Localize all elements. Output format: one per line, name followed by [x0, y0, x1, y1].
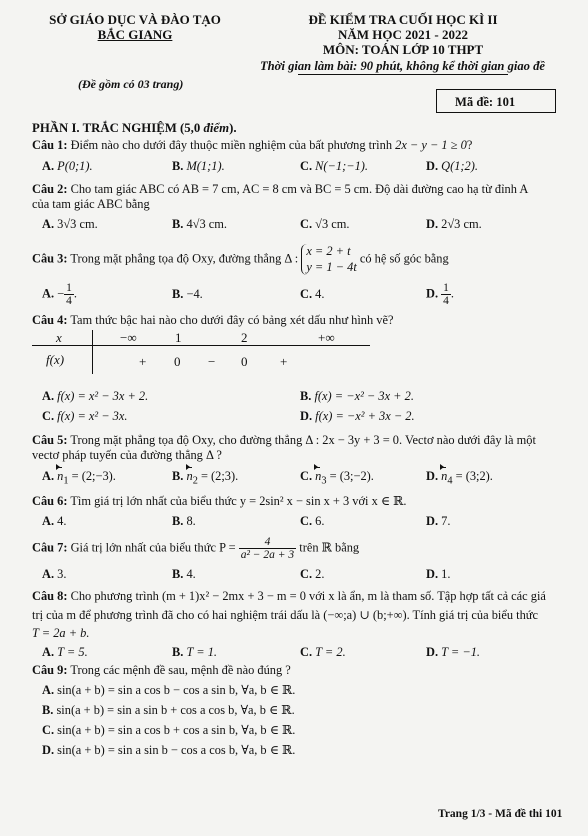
q3-option-c[interactable]: C. 4.	[300, 287, 325, 301]
q9-option-b[interactable]: B. sin(a + b) = sin a sin b + cos a cos b, ∀a, b ∈ ℝ.	[42, 703, 295, 717]
q7-option-a[interactable]: A. 3.	[42, 567, 67, 581]
table-sign: 0	[174, 354, 181, 369]
q4-option-c[interactable]: C. f(x) = x² − 3x.	[42, 409, 128, 423]
q1-option-c[interactable]: C. N(−1;−1).	[300, 159, 369, 173]
q2-option-a[interactable]: A. 3√3 cm.	[42, 217, 98, 231]
q9-option-a[interactable]: A. sin(a + b) = sin a cos b − cos a sin b, ∀a, b ∈ ℝ.	[42, 683, 296, 697]
table-x-value: 1	[175, 330, 182, 345]
q2-option-d[interactable]: D. 2√3 cm.	[426, 217, 482, 231]
question-6: Câu 6: Tìm giá trị lớn nhất của biểu thức y = 2sin² x − sin x + 3 với x ∈ ℝ.	[32, 494, 407, 508]
header-divider	[298, 74, 508, 75]
q6-option-c[interactable]: C. 6.	[300, 514, 325, 528]
table-x-value: +∞	[318, 330, 335, 345]
exam-title: ĐỀ KIỂM TRA CUỐI HỌC KÌ II	[308, 12, 498, 27]
question-9: Câu 9: Trong các mệnh đề sau, mệnh đề nào đúng ?	[32, 663, 291, 677]
question-1: Câu 1: Điểm nào cho dưới đây thuộc miền nghiệm của bất phương trình 2x − y − 1 ≥ 0?	[32, 138, 473, 152]
q9-option-c[interactable]: C. sin(a + b) = sin a cos b + cos a sin b, ∀a, b ∈ ℝ.	[42, 723, 296, 737]
subject: MÔN: TOÁN LỚP 10 THPT	[322, 42, 484, 57]
question-8-line-2: trị của m để phương trình đã cho có hai nghiệm trái dấu là (−∞;a) ∪ (b;+∞). Tính giá trị của biểu thức	[32, 608, 538, 622]
question-5-line-2: vectơ pháp tuyến của đường thẳng Δ ?	[32, 448, 222, 462]
province-name: BẮC GIANG	[97, 27, 173, 42]
q7-option-d[interactable]: D. 1.	[426, 567, 451, 581]
table-x-label: x	[56, 330, 62, 345]
q7-option-c[interactable]: C. 2.	[300, 567, 325, 581]
school-year: NĂM HỌC 2021 - 2022	[338, 27, 468, 42]
time-note: Thời gian làm bài: 90 phút, không kể thời gian giao đề	[259, 59, 546, 73]
table-x-value: −∞	[120, 330, 137, 345]
question-4: Câu 4: Tam thức bậc hai nào cho dưới đây có bảng xét dấu như hình vẽ?	[32, 313, 394, 327]
question-2-line-2: của tam giác ABC bằng	[32, 197, 150, 211]
q3-option-d[interactable]: D. $\frac{1}{4}$ .	[426, 282, 455, 308]
q8-option-c[interactable]: C. T = 2.	[300, 645, 346, 659]
q5-option-d[interactable]: D. $n_4$ = (3;2).	[426, 469, 493, 487]
q2-option-c[interactable]: C. √3 cm.	[300, 217, 350, 231]
q3-equation-system: x = 2 + t y = 1 − 4t	[301, 244, 356, 275]
q5-option-b[interactable]: B. $n_2$ = (2;3).	[172, 469, 239, 487]
q4-option-d[interactable]: D. f(x) = −x² + 3x − 2.	[300, 409, 415, 423]
q1-option-b[interactable]: B. M(1;1).	[172, 159, 225, 173]
department-name: SỞ GIÁO DỤC VÀ ĐÀO TẠO	[49, 12, 221, 27]
exam-code: Mã đề: 101	[455, 95, 516, 109]
table-sign: 0	[241, 354, 248, 369]
question-8: Câu 8: Cho phương trình (m + 1)x² − 2mx + 3 − m = 0 với x là ẩn, m là tham số. Tập hợp tất cả các giá	[32, 589, 546, 603]
q6-option-a[interactable]: A. 4.	[42, 514, 67, 528]
q3-option-b[interactable]: B. −4.	[172, 287, 203, 301]
q5-option-a[interactable]: A. $n_1$ = (2;−3).	[42, 469, 116, 487]
question-8-line-3: T = 2a + b.	[32, 626, 90, 640]
pages-note: (Đề gồm có 03 trang)	[78, 77, 184, 91]
question-3: Câu 3: Trong mặt phẳng tọa độ Oxy, đường thẳng Δ : x = 2 + t y = 1 − 4t có hệ số góc bằng	[32, 244, 449, 274]
q3-option-a[interactable]: A. − $\frac{1}{4}$ .	[42, 282, 78, 308]
table-sign: +	[280, 354, 288, 369]
section-title: PHẦN I. TRẮC NGHIỆM (5,0 điểm).	[32, 121, 237, 135]
table-f-label: f(x)	[46, 352, 65, 367]
table-sign: −	[208, 354, 216, 369]
page-footer: Trang 1/3 - Mã đề thi 101	[438, 808, 563, 820]
q4-option-a[interactable]: A. f(x) = x² − 3x + 2.	[42, 389, 149, 403]
q9-option-d[interactable]: D. sin(a + b) = sin a sin b − cos a cos b, ∀a, b ∈ ℝ.	[42, 743, 296, 757]
q8-option-b[interactable]: B. T = 1.	[172, 645, 218, 659]
q2-option-b[interactable]: B. 4√3 cm.	[172, 217, 228, 231]
question-7: Câu 7: Giá trị lớn nhất của biểu thức P = $\frac{4}{\text{a² − 2a + 3}}$ trên ℝ bằng	[32, 536, 360, 562]
table-sign: +	[139, 354, 147, 369]
question-5: Câu 5: Trong mặt phẳng tọa độ Oxy, cho đường thẳng Δ : 2x − 3y + 3 = 0. Vectơ nào dưới đây là một	[32, 433, 536, 447]
q1-option-d[interactable]: D. Q(1;2).	[426, 159, 478, 173]
q1-option-a[interactable]: A. P(0;1).	[42, 159, 93, 173]
q5-option-c[interactable]: C. $n_3$ = (3;−2).	[300, 469, 374, 487]
question-2: Câu 2: Cho tam giác ABC có AB = 7 cm, AC = 8 cm và BC = 5 cm. Độ dài đường cao hạ từ đỉnh A	[32, 182, 529, 196]
table-x-value: 2	[241, 330, 248, 345]
q4-option-b[interactable]: B. f(x) = −x² − 3x + 2.	[300, 389, 414, 403]
q7-option-b[interactable]: B. 4.	[172, 567, 196, 581]
q8-option-d[interactable]: D. T = −1.	[426, 645, 481, 659]
q8-option-a[interactable]: A. T = 5.	[42, 645, 88, 659]
q6-option-d[interactable]: D. 7.	[426, 514, 451, 528]
q6-option-b[interactable]: B. 8.	[172, 514, 196, 528]
